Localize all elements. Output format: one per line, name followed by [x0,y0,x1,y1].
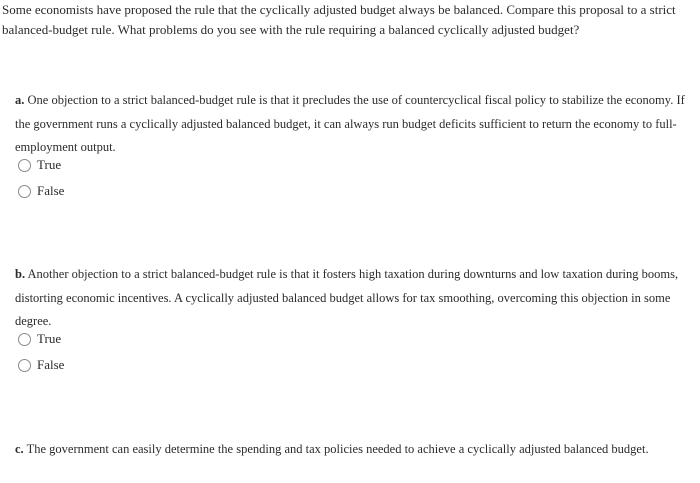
question-b-text: Another objection to a strict balanced-budget rule is that it fosters high taxation during downturns and low taxation during booms, distorting economic incentives. A cyclically adjusted balanced budget allows for tax smoothing, overcoming this objection in some degree. [15,267,679,328]
question-a-text: One objection to a strict balanced-budget rule is that it precludes the use of countercyclical fiscal policy to stabilize the economy. If the government runs a cyclically adjusted balanced budget, it can always run budget deficits sufficient to return the economy to full-employment output. [15,93,685,154]
radio-button-icon[interactable] [18,359,31,372]
question-a [15,89,693,160]
question-b-option-true[interactable] [18,330,61,348]
option-label: False [37,357,65,372]
question-c [15,438,693,462]
question-intro: Some economists have proposed the rule that the cyclically adjusted budget always be balanced. Compare this proposal to a strict balanced-budget rule. What problems do you see with the rule requiring a balanced cyclically adjusted budget? [2,2,676,37]
question-c-text: The government can easily determine the spending and tax policies needed to achieve a cyclically adjusted balanced budget. [26,442,649,456]
question-b-option-false[interactable] [18,356,64,374]
option-label: False [37,183,65,198]
radio-button-icon[interactable] [18,159,31,172]
question-a-option-false[interactable] [18,182,64,200]
question-a-letter: a. [15,93,25,107]
radio-button-icon[interactable] [18,185,31,198]
option-label: True [37,331,62,346]
option-label: True [37,157,62,172]
question-c-letter: c. [15,442,24,456]
question-a-option-true[interactable] [18,156,61,174]
question-b [15,263,693,334]
question-b-letter: b. [15,267,26,281]
radio-button-icon[interactable] [18,333,31,346]
